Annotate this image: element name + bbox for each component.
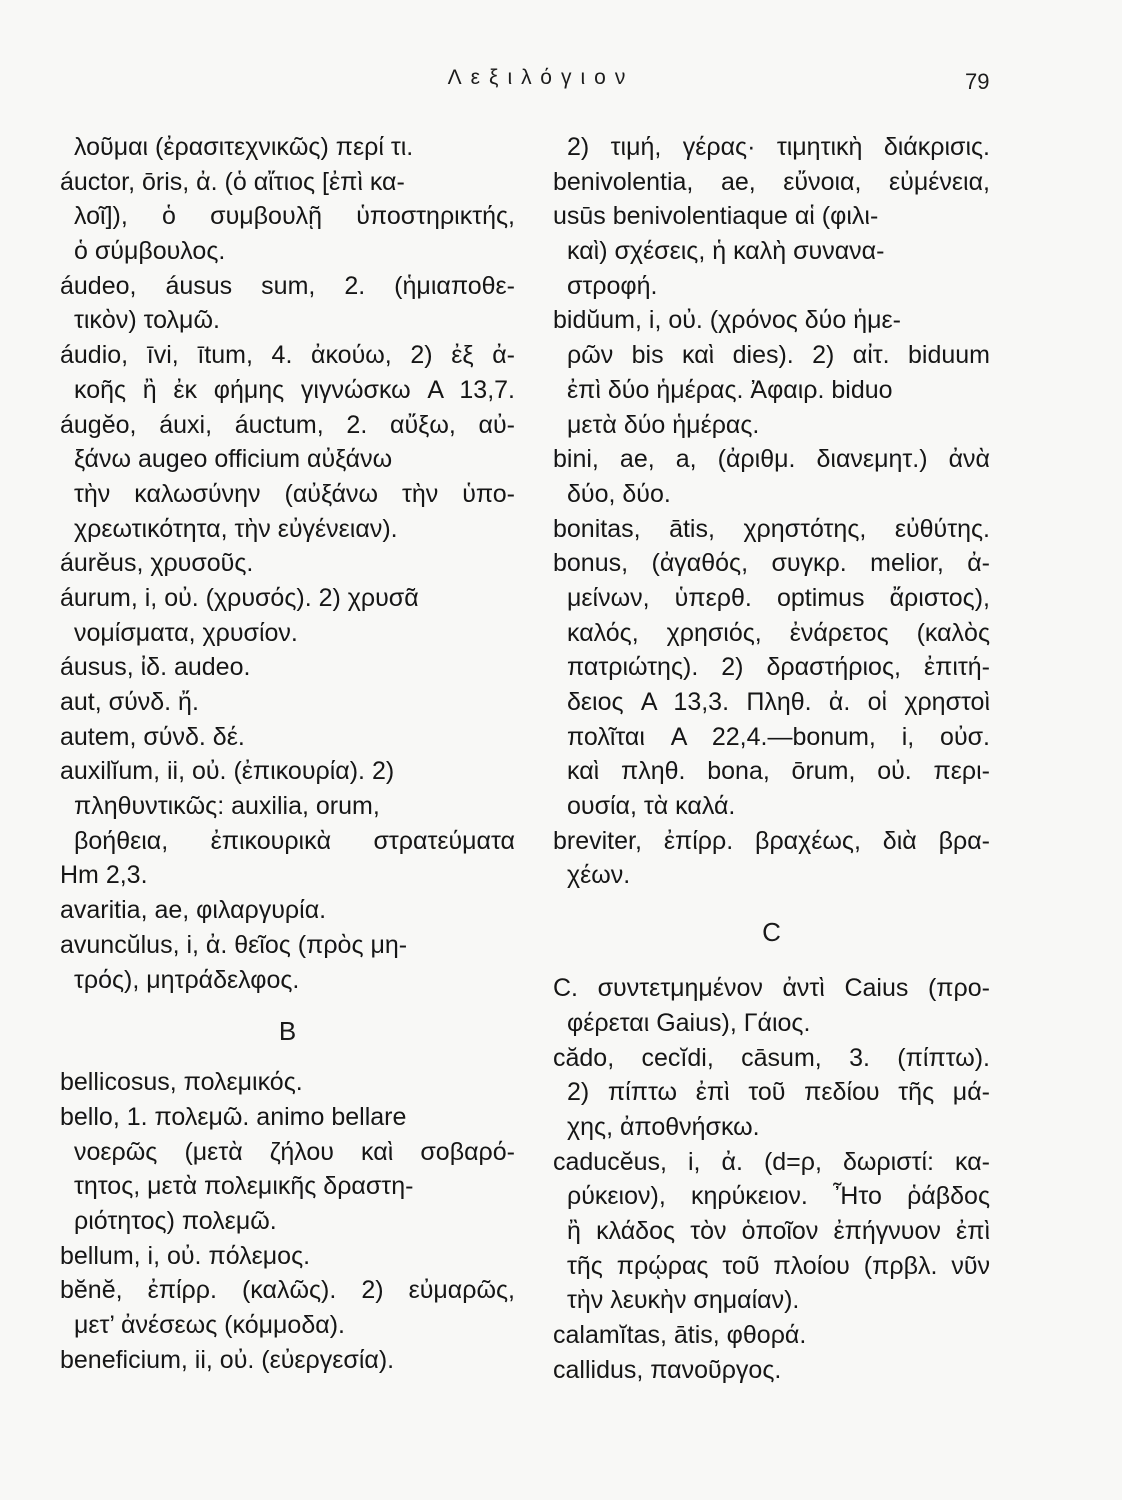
dictionary-line-text: 2) τιμή, γέρας· τιμητικὴ διάκρισις. (567, 133, 990, 161)
dictionary-line-text: μείνων, ὑπερθ. optimus ἄριστος), (567, 583, 990, 612)
dictionary-line-text: autem, σύνδ. δέ. (60, 722, 245, 751)
dictionary-line (60, 303, 515, 338)
dictionary-line-text: ὁ σύμβουλος. (74, 237, 226, 266)
dictionary-line (553, 1075, 990, 1110)
dictionary-line (60, 1343, 515, 1378)
dictionary-line-text: usūs benivolentiaque αἱ (φιλι- (553, 202, 879, 231)
running-head: Λεξιλόγιον (447, 66, 635, 89)
dictionary-line (60, 581, 515, 616)
dictionary-line (553, 408, 990, 443)
dictionary-line-text: μετὰ δύο ἡμέρας. (567, 410, 760, 439)
dictionary-line-text: bonitas, ātis, χρηστότης, εὐθύτης. (553, 514, 990, 543)
dictionary-line-text: ρύκειον), κηρύκειον. Ἦτο ῥάβδος (567, 1182, 990, 1211)
dictionary-line-text: ἢ κλάδος τὸν ὁποῖον ἐπήγνυον ἐπὶ (567, 1216, 990, 1245)
dictionary-line (553, 824, 990, 859)
dictionary-line-text: χρεωτικότητα, τὴν εὐγένειαν). (74, 514, 398, 543)
dictionary-line-text: πληθυντικῶς: auxilia, orum, (74, 792, 380, 821)
dictionary-line (60, 893, 515, 928)
dictionary-line (553, 373, 990, 408)
dictionary-line (60, 685, 515, 720)
dictionary-line (60, 1169, 515, 1204)
dictionary-line-text: νοερῶς (μετὰ ζήλου καὶ σοβαρό- (74, 1137, 515, 1166)
dictionary-line-text: στροφή. (567, 271, 658, 300)
dictionary-line (60, 442, 515, 477)
dictionary-line (553, 442, 990, 477)
dictionary-line (553, 234, 990, 269)
dictionary-line-text: callidus, πανοῦργος. (553, 1355, 782, 1384)
dictionary-line-text: καὶ) σχέσεις, ἡ καλὴ συνανα- (567, 237, 885, 266)
dictionary-line-text: breviter, ἐπίρρ. βραχέως, διὰ βρα- (553, 826, 990, 855)
dictionary-line-text: τρός), μητράδελφος. (74, 965, 300, 994)
dictionary-line (60, 199, 515, 234)
dictionary-line-text: caducĕus, i, ἀ. (d=ρ, δωριστί: κα- (553, 1147, 990, 1176)
dictionary-line-text: πατριώτης). 2) δραστήριος, ἐπιτή- (567, 653, 990, 682)
dictionary-line (553, 1179, 990, 1214)
dictionary-line (60, 338, 515, 373)
dictionary-line (60, 234, 515, 269)
dictionary-line-text: áurum, i, οὐ. (χρυσός). 2) χρυσᾶ (60, 583, 419, 612)
dictionary-line (60, 546, 515, 581)
dictionary-line (60, 650, 515, 685)
dictionary-line (60, 1273, 515, 1308)
dictionary-line-text: beneficium, ii, οὐ. (εὐεργεσία). (60, 1345, 395, 1374)
section-heading-b: B (278, 1016, 297, 1047)
dictionary-line-text: bĕnĕ, ἐπίρρ. (καλῶς). 2) εὐμαρῶς, (60, 1276, 515, 1305)
dictionary-line (553, 1353, 990, 1388)
dictionary-line (60, 373, 515, 408)
dictionary-line-text: bellicosus, πολεμικός. (60, 1068, 303, 1097)
entry-block (553, 971, 990, 1387)
dictionary-line (553, 1041, 990, 1076)
dictionary-line-text: 2) πίπτω ἐπὶ τοῦ πεδίου τῆς μά- (567, 1078, 990, 1107)
dictionary-line-text: τὴν καλωσύνην (αὐξάνω τὴν ὑπο- (74, 479, 515, 508)
dictionary-line-text: áuctor, ōris, ἀ. (ὁ αἴτιος [ἐπὶ κα- (60, 167, 405, 196)
page-number: 79 (965, 69, 990, 94)
dictionary-line (553, 581, 990, 616)
dictionary-line (60, 789, 515, 824)
dictionary-line-text: φέρεται Gaius), Γάιος. (567, 1008, 811, 1037)
dictionary-line (60, 720, 515, 755)
dictionary-line (553, 971, 990, 1006)
dictionary-line-text: δύο, δύο. (567, 479, 671, 508)
dictionary-line (60, 824, 515, 859)
dictionary-line (60, 858, 515, 893)
dictionary-line (60, 754, 515, 789)
dictionary-line-text: benivolentia, ae, εὔνοια, εὐμένεια, (553, 167, 990, 196)
dictionary-line-text: Hm 2,3. (60, 861, 148, 890)
dictionary-line (60, 512, 515, 547)
dictionary-line (553, 858, 990, 893)
dictionary-line-text: καὶ πληθ. bona, ōrum, οὐ. περι- (567, 757, 990, 786)
dictionary-line (553, 1110, 990, 1145)
dictionary-line-text: λοῦμαι (ἐρασιτεχνικῶς) περί τι. (74, 133, 414, 161)
dictionary-line (60, 963, 515, 998)
dictionary-line-text: áudeo, áusus sum, 2. (ἡμιαποθε- (60, 271, 515, 300)
dictionary-line-text: βοήθεια, ἐπικουρικὰ στρατεύματα (74, 826, 515, 855)
dictionary-line-text: auxilĭum, ii, οὐ. (ἐπικουρία). 2) (60, 757, 395, 786)
dictionary-line-text: χέων. (567, 861, 631, 890)
right-column (553, 130, 990, 1387)
dictionary-line-text: τητος, μετὰ πολεμικῆς δραστη- (74, 1172, 414, 1201)
dictionary-line-text: áugĕo, áuxi, áuctum, 2. αὔξω, αὐ- (60, 410, 515, 439)
dictionary-line (60, 130, 515, 165)
dictionary-line-text: ξάνω augeo officium αὐξάνω (74, 445, 393, 474)
dictionary-line-text: avaritia, ae, φιλαργυρία. (60, 896, 327, 925)
dictionary-line (60, 1065, 515, 1100)
dictionary-line (60, 1239, 515, 1274)
dictionary-line (553, 477, 990, 512)
section-heading-c: C (762, 917, 781, 948)
dictionary-line-text: áurĕus, χρυσοῦς. (60, 549, 254, 578)
left-column (60, 130, 515, 1377)
dictionary-line (553, 1318, 990, 1353)
dictionary-line (60, 1135, 515, 1170)
dictionary-line-text: calamĭtas, ātis, φθορά. (553, 1321, 807, 1349)
entry-block (60, 1065, 515, 1377)
dictionary-line-text: νομίσματα, χρυσίον. (74, 618, 298, 647)
dictionary-line-text: cădo, cecĭdi, cāsum, 3. (πίπτω). (553, 1043, 990, 1072)
dictionary-line (553, 303, 990, 338)
dictionary-line (553, 1283, 990, 1318)
dictionary-line (553, 269, 990, 304)
dictionary-line-text: τικὸν) τολμῶ. (74, 306, 220, 335)
dictionary-line (553, 616, 990, 651)
dictionary-line (60, 165, 515, 200)
dictionary-line-text: χης, ἀποθνήσκω. (567, 1112, 760, 1141)
dictionary-line-text: τὴν λευκὴν σημαίαν). (567, 1286, 800, 1315)
dictionary-line (553, 754, 990, 789)
dictionary-line-text: ἐπὶ δύο ἡμέρας. Ἀφαιρ. biduo (567, 375, 893, 404)
dictionary-line (60, 477, 515, 512)
dictionary-line-text: μετ’ ἀνέσεως (κόμμοδα). (74, 1311, 345, 1339)
dictionary-line-text: bello, 1. πολεμῶ. animo bellare (60, 1102, 407, 1131)
dictionary-line (553, 546, 990, 581)
dictionary-line (553, 338, 990, 373)
dictionary-line-text: ριότητος) πολεμῶ. (74, 1206, 277, 1235)
dictionary-line-text: ουσία, τὰ καλά. (567, 792, 736, 821)
dictionary-line-text: bellum, i, οὐ. πόλεμος. (60, 1241, 311, 1270)
dictionary-line (553, 512, 990, 547)
entry-block (60, 130, 515, 997)
dictionary-line (553, 720, 990, 755)
entry-block (553, 130, 990, 893)
dictionary-line-text: bidŭum, i, οὐ. (χρόνος δύο ἡμε- (553, 306, 901, 335)
dictionary-line-text: λοῖ]), ὁ συμβουλῇ ὑποστηρικτής, (74, 202, 515, 231)
dictionary-line (60, 1204, 515, 1239)
dictionary-line (60, 928, 515, 963)
dictionary-line (60, 616, 515, 651)
dictionary-line-text: áusus, ἰδ. audeo. (60, 653, 251, 682)
dictionary-line-text: ρῶν bis καὶ dies). 2) αἰτ. biduum (567, 341, 990, 370)
dictionary-line-text: κοῆς ἢ ἐκ φήμης γιγνώσκω A 13,7. (74, 375, 515, 404)
dictionary-line-text: avuncŭlus, i, ἀ. θεῖος (πρὸς μη- (60, 930, 408, 959)
dictionary-line-text: C. συντετμημένον ἀντὶ Caius (προ- (553, 974, 990, 1003)
dictionary-line (553, 165, 990, 200)
dictionary-line-text: bini, ae, a, (ἀριθμ. διανεμητ.) ἀνὰ (553, 445, 990, 474)
dictionary-line (553, 1006, 990, 1041)
dictionary-line (553, 789, 990, 824)
dictionary-line (60, 269, 515, 304)
dictionary-line-text: aut, σύνδ. ἤ. (60, 688, 199, 716)
dictionary-line-text: δειος A 13,3. Πληθ. ἀ. οἱ χρηστοὶ (567, 688, 990, 716)
dictionary-line (60, 1100, 515, 1135)
dictionary-line-text: bonus, (ἀγαθός, συγκρ. melior, ἀ- (553, 549, 990, 578)
dictionary-line (553, 199, 990, 234)
dictionary-line (553, 1214, 990, 1249)
dictionary-line (60, 408, 515, 443)
dictionary-line (553, 1145, 990, 1180)
dictionary-line-text: πολῖται A 22,4.—bonum, i, οὐσ. (567, 722, 990, 751)
dictionary-line (553, 685, 990, 720)
dictionary-line-text: τῆς πρῴρας τοῦ πλοίου (πρβλ. νῦν (567, 1251, 990, 1280)
dictionary-line (553, 130, 990, 165)
dictionary-line-text: áudio, īvi, ītum, 4. ἀκούω, 2) ἐξ ἀ- (60, 341, 515, 370)
dictionary-line (553, 1249, 990, 1284)
dictionary-line-text: καλός, χρησιός, ἐνάρετος (καλὸς (567, 618, 990, 647)
dictionary-line (553, 650, 990, 685)
dictionary-line (60, 1308, 515, 1343)
